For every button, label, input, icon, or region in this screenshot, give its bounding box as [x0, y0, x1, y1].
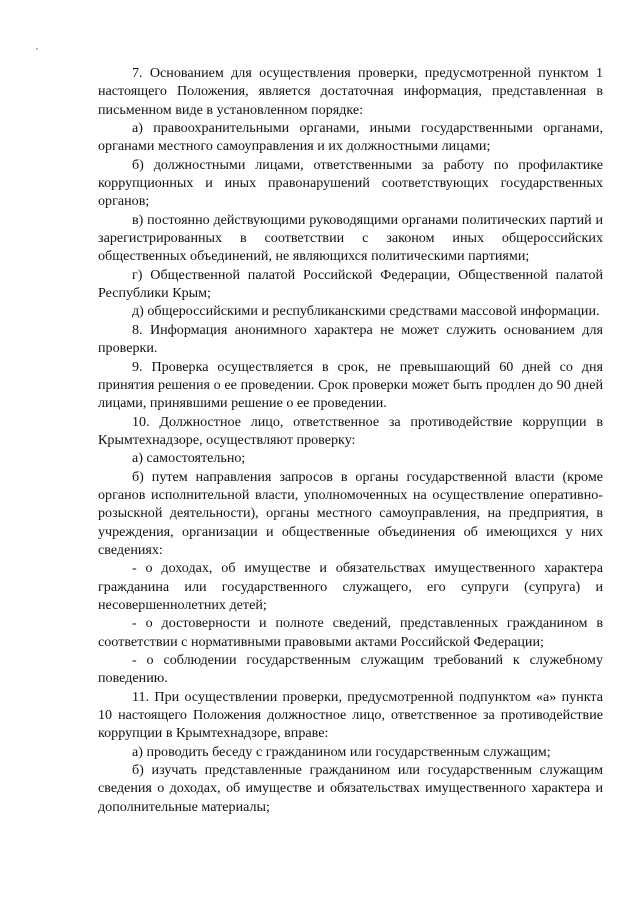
- paragraph-7a: а) правоохранительными органами, иными государственными органами, органами местного самоуправления и их должностными лицами;: [98, 120, 603, 155]
- paragraph-7: 7. Основанием для осуществления проверки, предусмотренной пунктом 1 настоящего Положения, является достаточная информация, представленная в письменном виде в установленном порядке:: [98, 65, 603, 118]
- paragraph-10b: б) путем направления запросов в органы государственной власти (кроме органов исполнительной власти, уполномоченных на осуществление оперативно-розыскной деятельности), органы местного самоуправления, на предприятия, в учреждения, организации и общественные объединения об имеющихся у них сведениях:: [98, 468, 603, 558]
- list-item-income: - о доходах, об имуществе и обязательствах имущественного характера гражданина или государственного служащего, его супруги (супруга) и несовершеннолетних детей;: [98, 560, 603, 613]
- paragraph-7d: д) общероссийскими и республиканскими средствами массовой информации.: [132, 303, 600, 320]
- paragraph-7v: в) постоянно действующими руководящими органами политических партий и зарегистрированных в соответствии с законом иных общероссийских общественных объединений, не являющихся политическими партиями;: [98, 211, 603, 265]
- paragraph-11b: б) изучать представленные гражданином или государственным служащим сведения о доходах, об имуществе и обязательствах имущественного характера и дополнительные материалы;: [98, 762, 603, 815]
- paragraph-7g: г) Общественной палатой Российской Федерации, Общественной палатой Республики Крым;: [98, 266, 603, 302]
- paragraph-10a: а) самостоятельно;: [132, 450, 246, 467]
- document-body: [98, 64, 603, 816]
- paragraph-7b: б) должностными лицами, ответственными за работу по профилактике коррупционных и иных правонарушений соответствующих государственных органов;: [98, 156, 603, 210]
- paragraph-11a: а) проводить беседу с гражданином или государственным служащим;: [132, 743, 551, 760]
- list-item-accuracy: - о достоверности и полноте сведений, представленных гражданином в соответствии с нормативными правовыми актами Российской Федерации;: [98, 615, 603, 650]
- paragraph-11: 11. При осуществлении проверки, предусмотренной подпунктом «а» пункта 10 настоящего Положения должностное лицо, ответственное за противодействие коррупции в Крымтехнадзоре, вправе:: [98, 688, 603, 742]
- scan-speck: [36, 48, 38, 50]
- paragraph-10: 10. Должностное лицо, ответственное за противодействие коррупции в Крымтехнадзоре, осуществляют проверку:: [98, 413, 603, 448]
- list-item-conduct: - о соблюдении государственным служащим требований к служебному поведению.: [98, 652, 603, 687]
- paragraph-9: 9. Проверка осуществляется в срок, не превышающий 60 дней со дня принятия решения о ее проведении. Срок проверки может быть продлен до 90 дней лицами, принявшими решение о ее проведении.: [98, 358, 603, 412]
- paragraph-8: 8. Информация анонимного характера не может служить основанием для проверки.: [98, 321, 603, 357]
